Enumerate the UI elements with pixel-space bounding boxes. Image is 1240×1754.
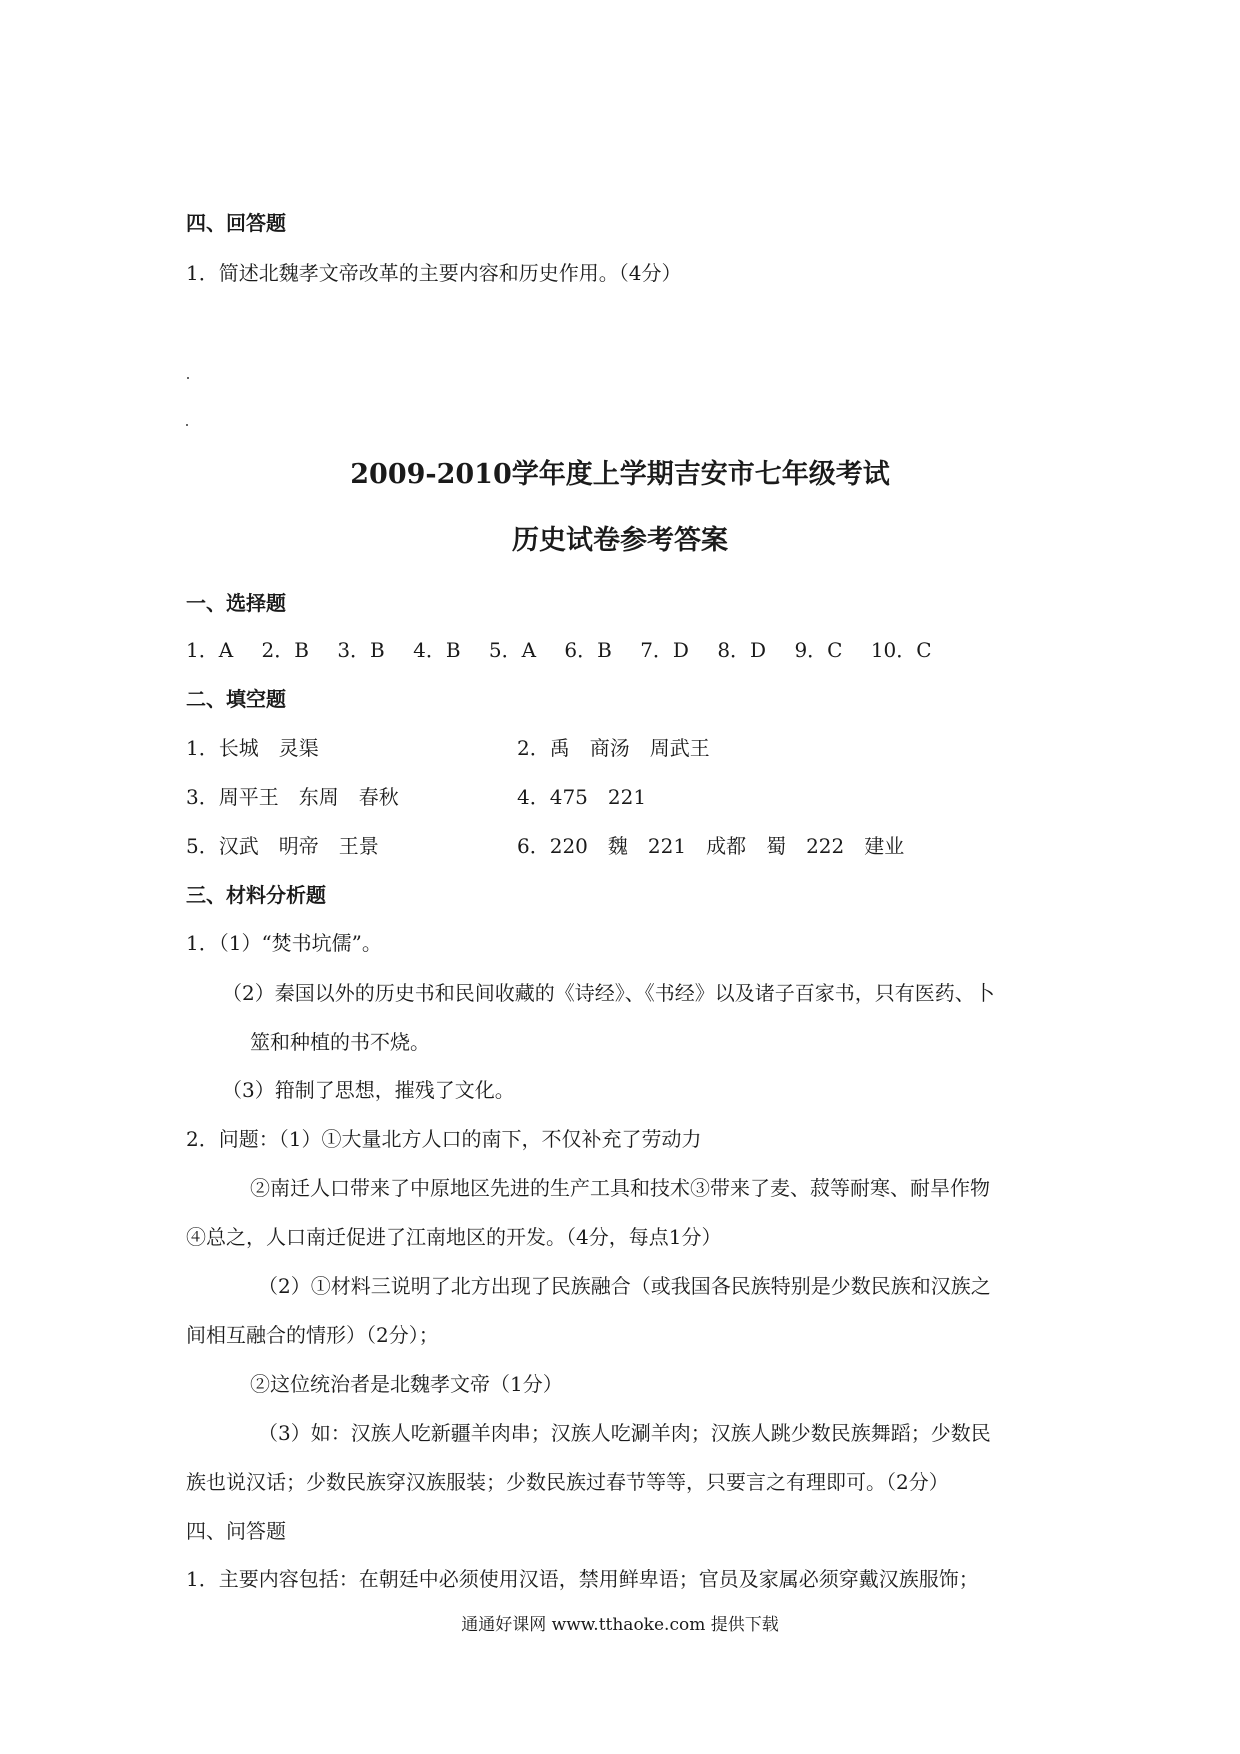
section-heading-answer: 四、回答题 — [186, 211, 286, 235]
answer-line: （2）秦国以外的历史书和民间收藏的《诗经》、《书经》以及诸子百家书，只有医药、卜 — [222, 981, 995, 1005]
choice-answer: 5．A — [488, 638, 537, 662]
choice-answer: 2．B — [261, 638, 309, 662]
choice-answers — [186, 637, 954, 663]
answer-line: 1．（1）“焚书坑儒”。 — [186, 931, 382, 955]
choice-answer: 3．B — [337, 638, 385, 662]
section-heading-choice: 一、选择题 — [186, 591, 286, 615]
scan-speck — [187, 377, 189, 379]
answer-line: ②南迁人口带来了中原地区先进的生产工具和技术③带来了麦、菽等耐寒、耐旱作物 — [250, 1176, 990, 1200]
answer-line: （3）如：汉族人吃新疆羊肉串；汉族人吃涮羊肉；汉族人跳少数民族舞蹈；少数民 — [258, 1421, 991, 1445]
choice-answer: 6．B — [564, 638, 612, 662]
section-heading-material: 三、材料分析题 — [186, 883, 326, 907]
answer-line: （3）箝制了思想，摧残了文化。 — [222, 1078, 515, 1102]
question-1: 1．简述北魏孝文帝改革的主要内容和历史作用。（4分） — [186, 261, 682, 285]
section-heading-qa: 四、问答题 — [186, 1519, 286, 1543]
fill-answer: 3．周平王 东周 春秋 — [186, 785, 399, 809]
fill-answer: 4．475 221 — [517, 785, 647, 809]
choice-answer: 10．C — [870, 638, 932, 662]
answer-line: ②这位统治者是北魏孝文帝（1分） — [250, 1372, 563, 1396]
answer-line: 族也说汉话；少数民族穿汉族服装；少数民族过春节等等，只要言之有理即可。（2分） — [186, 1470, 949, 1494]
choice-answer: 7．D — [640, 638, 689, 662]
answer-line: ④总之，人口南迁促进了江南地区的开发。（4分，每点1分） — [186, 1225, 722, 1249]
section-heading-fill: 二、填空题 — [186, 687, 286, 711]
choice-answer: 9．C — [794, 638, 843, 662]
answer-line: 1．主要内容包括：在朝廷中必须使用汉语，禁用鲜卑语；官员及家属必须穿戴汉族服饰； — [186, 1567, 979, 1591]
fill-answer: 5．汉武 明帝 王景 — [186, 834, 379, 858]
exam-title: 2009-2010学年度上学期吉安市七年级考试 — [350, 459, 890, 490]
answer-key-title: 历史试卷参考答案 — [512, 525, 728, 556]
fill-answer: 6．220 魏 221 成都 蜀 222 建业 — [517, 834, 905, 858]
choice-answer: 1．A — [186, 638, 234, 662]
fill-answer: 2．禹 商汤 周武王 — [517, 736, 710, 760]
answer-line: 筮和种植的书不烧。 — [250, 1030, 430, 1054]
fill-answer: 1．长城 灵渠 — [186, 736, 319, 760]
answer-line: （2）①材料三说明了北方出现了民族融合（或我国各民族特别是少数民族和汉族之 — [258, 1274, 991, 1298]
scan-speck — [186, 424, 188, 426]
answer-line: 间相互融合的情形）（2分）； — [186, 1323, 439, 1347]
choice-answer: 8．D — [717, 638, 767, 662]
answer-line: 2．问题：（1）①大量北方人口的南下，不仅补充了劳动力 — [186, 1127, 702, 1151]
choice-answer: 4．B — [413, 638, 461, 662]
footer-source: 通通好课网 www.tthaoke.com 提供下载 — [461, 1615, 779, 1635]
